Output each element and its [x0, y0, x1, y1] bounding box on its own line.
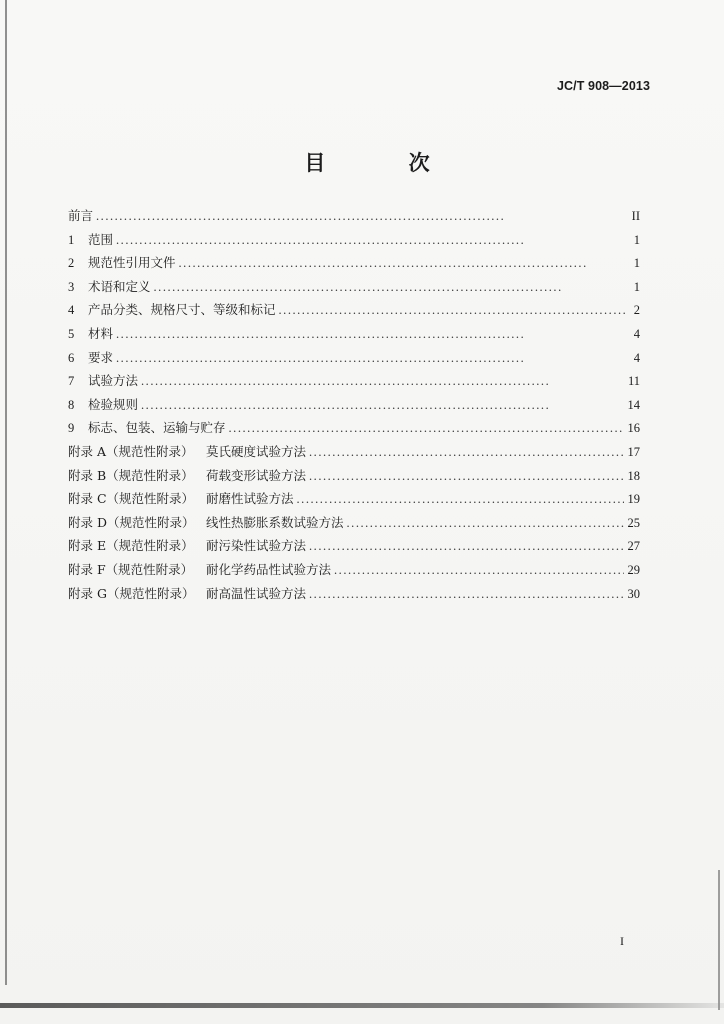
- toc-appendix-number: 附录 E（规范性附录）: [68, 538, 194, 554]
- toc-entry-label: 前言: [68, 208, 94, 223]
- toc-entry-page: 2: [633, 303, 640, 318]
- toc-entry-number: 8: [68, 397, 75, 412]
- toc-leader-dots: [96, 209, 626, 224]
- toc-entry-page: 19: [627, 492, 640, 507]
- toc-entry-label: 荷载变形试验方法: [206, 467, 307, 483]
- toc-appendix-number: 附录 A（规范性附录）: [68, 443, 194, 459]
- toc-entry-page: 17: [627, 444, 640, 459]
- toc-appendix-number: 附录 F（规范性附录）: [68, 561, 194, 577]
- toc-entry-appendix-d[interactable]: [68, 513, 640, 537]
- toc-entry-6[interactable]: [68, 348, 640, 372]
- toc-entry-page: 14: [627, 397, 640, 412]
- toc-entry-number: 3: [68, 279, 75, 294]
- toc-entry-label: 耐高温性试验方法: [206, 585, 307, 601]
- toc-leader-dots: [309, 445, 623, 460]
- toc-entry-label: 要求: [88, 349, 114, 365]
- toc-leader-dots: [154, 280, 626, 295]
- toc-appendix-number: 附录 C（规范性附录）: [68, 491, 195, 507]
- toc-entry-label: 线性热膨胀系数试验方法: [206, 514, 344, 530]
- toc-entry-number: 1: [68, 232, 75, 247]
- toc-entry-label: 材料: [88, 325, 114, 341]
- toc-entry-label: 耐化学药品性试验方法: [206, 561, 332, 577]
- toc-entry-page: 27: [627, 539, 640, 554]
- toc-entry-5[interactable]: [68, 324, 640, 348]
- scan-right-edge: [718, 870, 720, 1010]
- toc-entry-label: 范围: [88, 231, 114, 247]
- toc-entry-9[interactable]: [68, 418, 640, 442]
- toc-entry-number: 7: [68, 374, 75, 389]
- toc-entry-label: 检验规则: [88, 396, 139, 412]
- toc-entry-label: 术语和定义: [88, 278, 151, 294]
- toc-entry-appendix-c[interactable]: [68, 489, 640, 513]
- toc-entry-page: 11: [627, 374, 640, 389]
- toc-entry-foreword[interactable]: [68, 206, 640, 230]
- toc-leader-dots: [309, 469, 623, 484]
- toc-leader-dots: [141, 374, 624, 389]
- toc-entry-appendix-e[interactable]: [68, 536, 640, 560]
- toc-entry-label: 莫氏硬度试验方法: [206, 443, 307, 459]
- toc-entry-3[interactable]: [68, 277, 640, 301]
- toc-entry-page: 1: [633, 256, 640, 271]
- toc-entry-8[interactable]: [68, 395, 640, 419]
- toc-leader-dots: [116, 233, 626, 248]
- standard-code: JC/T 908—2013: [556, 79, 650, 93]
- page-number: I: [620, 934, 624, 948]
- toc-entry-label: 标志、包装、运输与贮存: [88, 420, 226, 436]
- toc-entry-number: 6: [68, 350, 75, 365]
- toc-entry-2[interactable]: [68, 253, 640, 277]
- toc-entry-label: 耐磨性试验方法: [206, 491, 294, 507]
- toc-entry-label: 产品分类、规格尺寸、等级和标记: [88, 302, 276, 318]
- toc-entry-label: 耐污染性试验方法: [206, 538, 307, 554]
- toc-leader-dots: [309, 587, 623, 602]
- toc-entry-7[interactable]: [68, 371, 640, 395]
- toc-entry-page: 16: [627, 421, 640, 436]
- toc-leader-dots: [279, 303, 626, 318]
- toc-leader-dots: [141, 398, 623, 413]
- toc-leader-dots: [229, 421, 624, 436]
- toc-entry-number: 4: [68, 303, 75, 318]
- toc-leader-dots: [334, 563, 623, 578]
- toc-entry-page: 1: [633, 232, 640, 247]
- toc-entry-page: 18: [627, 468, 640, 483]
- toc-entry-page: 29: [627, 562, 640, 577]
- toc-leader-dots: [116, 327, 626, 342]
- toc-appendix-number: 附录 B（规范性附录）: [68, 467, 194, 483]
- toc-leader-dots: [116, 351, 626, 366]
- toc-entry-4[interactable]: [68, 300, 640, 324]
- toc-entry-number: 9: [68, 421, 75, 436]
- toc-entry-label: 规范性引用文件: [88, 255, 176, 271]
- page-title: 目 次: [304, 151, 468, 175]
- toc-entry-appendix-g[interactable]: [68, 584, 640, 608]
- toc-leader-dots: [347, 516, 624, 531]
- toc-entry-page: 25: [627, 515, 640, 530]
- toc-leader-dots: [309, 539, 623, 554]
- toc-entry-1[interactable]: [68, 230, 640, 254]
- toc-entry-page: II: [631, 209, 640, 223]
- toc-entry-number: 5: [68, 326, 75, 341]
- toc-entry-label: 试验方法: [88, 373, 139, 389]
- toc-entry-appendix-b[interactable]: [68, 466, 640, 490]
- toc-leader-dots: [179, 256, 626, 271]
- toc-entry-number: 2: [68, 256, 75, 271]
- toc-entry-appendix-f[interactable]: [68, 560, 640, 584]
- toc-entry-page: 4: [633, 350, 640, 365]
- toc-appendix-number: 附录 D（规范性附录）: [68, 514, 195, 530]
- toc-entry-page: 4: [633, 326, 640, 341]
- table-of-contents: [68, 206, 640, 607]
- toc-entry-page: 30: [627, 586, 640, 601]
- scan-bottom-band: [0, 1003, 724, 1008]
- toc-entry-page: 1: [633, 279, 640, 294]
- toc-leader-dots: [297, 492, 624, 507]
- toc-appendix-number: 附录 G（规范性附录）: [68, 585, 195, 601]
- toc-entry-appendix-a[interactable]: [68, 442, 640, 466]
